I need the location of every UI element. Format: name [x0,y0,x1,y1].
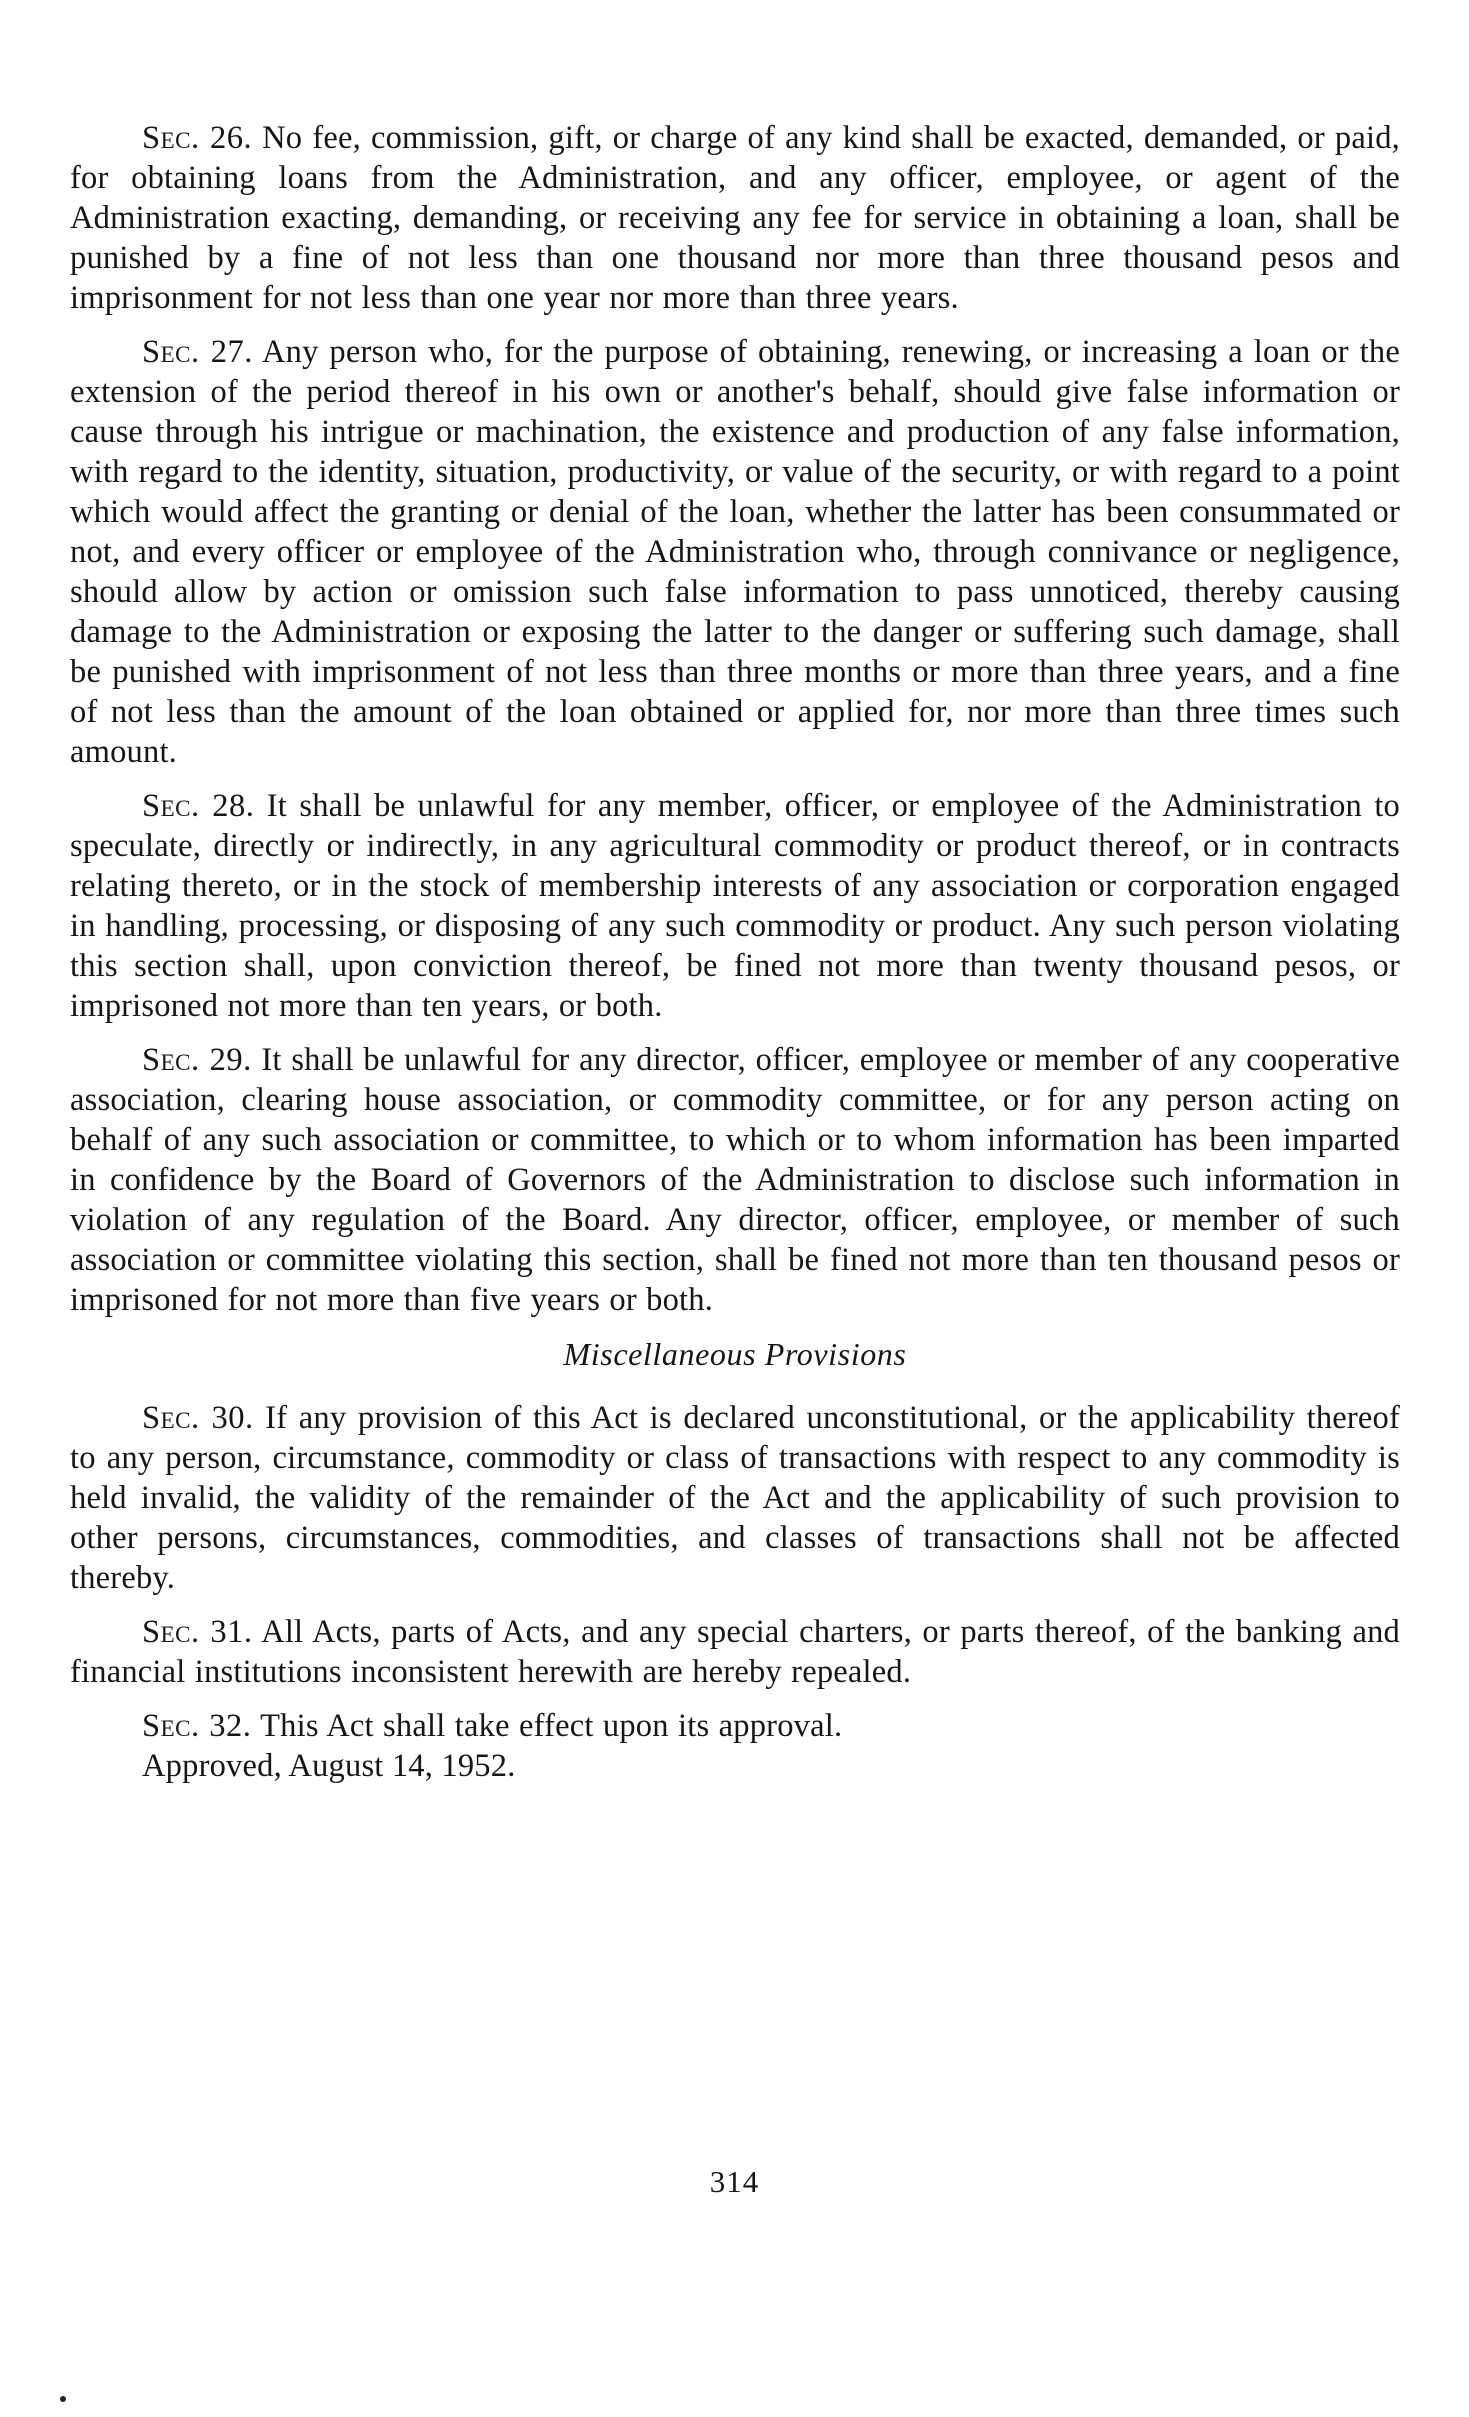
section-label: Sec. 32. [142,1708,252,1744]
section-30 [70,1398,1400,1598]
section-text: All Acts, parts of Acts, and any special charters, or parts thereof, of the banking and financial institutions inconsistent herewith are hereby repealed. [70,1614,1400,1690]
approval-line: Approved, August 14, 1952. [142,1748,516,1784]
section-text: If any provision of this Act is declared unconstitutional, or the applicability thereof to any person, circumstance, commodity or class of transactions with respect to any commodity is held invalid, the validity of the remainder of the Act and the applicability of such provision to other persons, circumstances, commodities, and classes of transactions shall not be affected thereby. [70,1400,1401,1596]
section-32 [70,1706,1400,1746]
section-28 [70,786,1400,1026]
section-text: Any person who, for the purpose of obtaining, renewing, or increasing a loan or the extension of the period thereof in his own or another's behalf, should give false information or cause through his intrigue or machination, the existence and production of any false information, with regard to the identity, situation, productivity, or value of the security, or with regard to a point which would affect the granting or denial of the loan, whether the latter has been consummated or not, and every officer or employee of the Administration who, through connivance or negligence, should allow by action or omission such false information to pass unnoticed, thereby causing damage to the Administration or exposing the latter to the danger or suffering such damage, shall be punished with imprisonment of not less than three months or more than three years, and a fine of not less than the amount of the loan obtained or applied for, nor more than three times such amount. [70,334,1400,770]
section-26 [70,118,1400,318]
section-label: Sec. 26. [142,120,253,156]
section-label: Sec. 29. [142,1042,252,1078]
section-text: It shall be unlawful for any director, officer, employee or member of any cooperative association, clearing house association, or commodity committee, or for any person acting on behalf of any such association or committee, to which or to whom information has been imparted in confidence by the Board of Governors of the Administration to disclose such information in violation of any regulation of the Board. Any director, officer, employee, or member of such association or committee violating this section, shall be fined not more than ten thousand pesos or imprisoned for not more than five years or both. [70,1042,1401,1318]
section-31 [70,1612,1400,1692]
section-label: Sec. 27. [142,334,253,370]
section-29 [70,1040,1400,1320]
section-label: Sec. 31. [142,1614,253,1650]
page-number: 314 [709,2164,760,2199]
section-label: Sec. 30. [142,1400,254,1436]
section-27 [70,332,1400,772]
section-label: Sec. 28. [142,788,255,824]
scan-speck [60,2396,66,2402]
section-text: It shall be unlawful for any member, officer, or employee of the Administration to speculate, directly or indirectly, in any agricultural commodity or product thereof, or in contracts relating thereto, or in the stock of membership interests of any association or corporation engaged in handling, processing, or disposing of any such commodity or product. Any such person violating this section shall, upon conviction thereof, be fined not more than twenty thousand pesos, or imprisoned not more than ten years, or both. [70,788,1400,1024]
section-text: No fee, commission, gift, or charge of any kind shall be exacted, demanded, or paid, for obtaining loans from the Administration, and any officer, employee, or agent of the Administration exacting, demanding, or receiving any fee for service in obtaining a loan, shall be punished by a fine of not less than one thousand nor more than three thousand pesos and imprisonment for not less than one year nor more than three years. [70,120,1400,316]
document-page [70,118,1400,1786]
section-text: This Act shall take effect upon its approval. [260,1708,843,1744]
section-heading: Miscellaneous Provisions [563,1336,907,1372]
